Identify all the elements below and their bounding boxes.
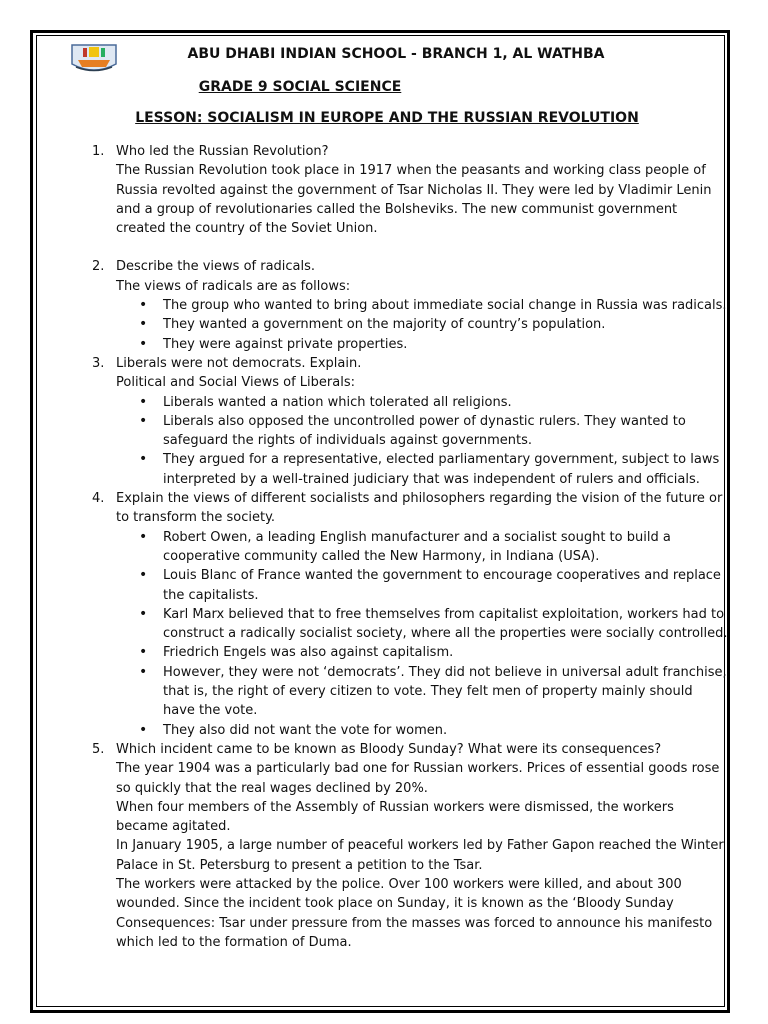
answer-paragraph: The Russian Revolution took place in 1917 when the peasants and working class people of Russia revolted against the government of Tsar Nicholas II. They were led by Vladimir Lenin and a group of revolutionaries called the Bolsheviks. The new communist government created the country of the Soviet Union. — [116, 163, 712, 237]
answer-paragraph: When four members of the Assembly of Russian workers were dismissed, the workers became agitated. — [116, 799, 674, 835]
question-list — [92, 142, 728, 952]
question-2 — [92, 257, 728, 353]
question-text: Describe the views of radicals. — [116, 259, 316, 275]
question-text: Which incident came to be known as Bloody Sunday? What were its consequences? — [116, 741, 662, 757]
question-4 — [92, 489, 728, 740]
answer-paragraph: The views of radicals are as follows: — [116, 278, 351, 294]
question-5 — [92, 740, 728, 952]
bullet-item: • Liberals also opposed the uncontrolled power of dynastic rulers. They wanted to safeguard the rights of individuals against governments. — [116, 412, 728, 451]
question-number: 3. — [92, 355, 105, 371]
question-text: Explain the views of different socialists and philosophers regarding the vision of the future or to transform the society. — [116, 491, 723, 526]
question-number: 2. — [92, 259, 105, 275]
answer-paragraph: The year 1904 was a particularly bad one for Russian workers. Prices of essential goods rose so quickly that the real wages declined by 20%. — [116, 761, 720, 796]
bullet-item: • They argued for a representative, elected parliamentary government, subject to laws interpreted by a well-trained judiciary that was independent of rulers and officials. — [116, 450, 728, 489]
answer-paragraph: Consequences: Tsar under pressure from the masses was forced to announce his manifesto which led to the formation of Duma. — [116, 915, 713, 950]
bullet-item: • They were against private properties. — [116, 335, 728, 354]
bullet-item: • They wanted a government on the majority of country’s population. — [116, 315, 728, 334]
spacer — [92, 238, 728, 257]
bullet-item: • They also did not want the vote for women. — [116, 721, 728, 740]
answer-paragraph: In January 1905, a large number of peaceful workers led by Father Gapon reached the Winter Palace in St. Petersburg to present a petition to the Tsar. — [116, 838, 724, 873]
bullet-item: • Robert Owen, a leading English manufacturer and a socialist sought to build a cooperative community called the New Harmony, in Indiana (USA). — [116, 528, 728, 567]
bullet-item: • Friedrich Engels was also against capitalism. — [116, 643, 728, 662]
school-name: ABU DHABI INDIAN SCHOOL - BRANCH 1, AL WATHBA — [187, 46, 605, 62]
question-number: 4. — [92, 491, 105, 507]
answer-paragraph: Political and Social Views of Liberals: — [116, 375, 355, 391]
bullet-item: • Liberals wanted a nation which tolerated all religions. — [116, 393, 728, 412]
bullet-item: • However, they were not ‘democrats’. They did not believe in universal adult franchise, that is, the right of every citizen to vote. They felt men of property mainly should have the vote. — [116, 663, 728, 721]
answer-paragraph: The workers were attacked by the police. Over 100 workers were killed, and about 300 wounded. Since the incident took place on Sunday, it is known as the ‘Bloody Sunday — [116, 876, 682, 912]
bullet-item: • The group who wanted to bring about immediate social change in Russia was radicals. — [116, 296, 728, 315]
grade-title: GRADE 9 SOCIAL SCIENCE — [198, 79, 402, 95]
question-3 — [92, 354, 728, 489]
bullet-item: • Karl Marx believed that to free themselves from capitalist exploitation, workers had to construct a radically socialist society, where all the properties were socially controlled. — [116, 605, 728, 644]
lesson-title: LESSON: SOCIALISM IN EUROPE AND THE RUSSIAN REVOLUTION — [135, 110, 639, 126]
question-text: Who led the Russian Revolution? — [116, 144, 329, 159]
question-number: 5. — [92, 741, 105, 757]
question-1 — [92, 142, 728, 238]
bullet-item: • Louis Blanc of France wanted the government to encourage cooperatives and replace the capitalists. — [116, 566, 728, 605]
bullet-list — [116, 393, 728, 489]
bullet-list — [116, 528, 728, 740]
question-number: 1. — [92, 144, 105, 159]
bullet-list — [116, 296, 728, 354]
question-text: Liberals were not democrats. Explain. — [116, 355, 362, 371]
